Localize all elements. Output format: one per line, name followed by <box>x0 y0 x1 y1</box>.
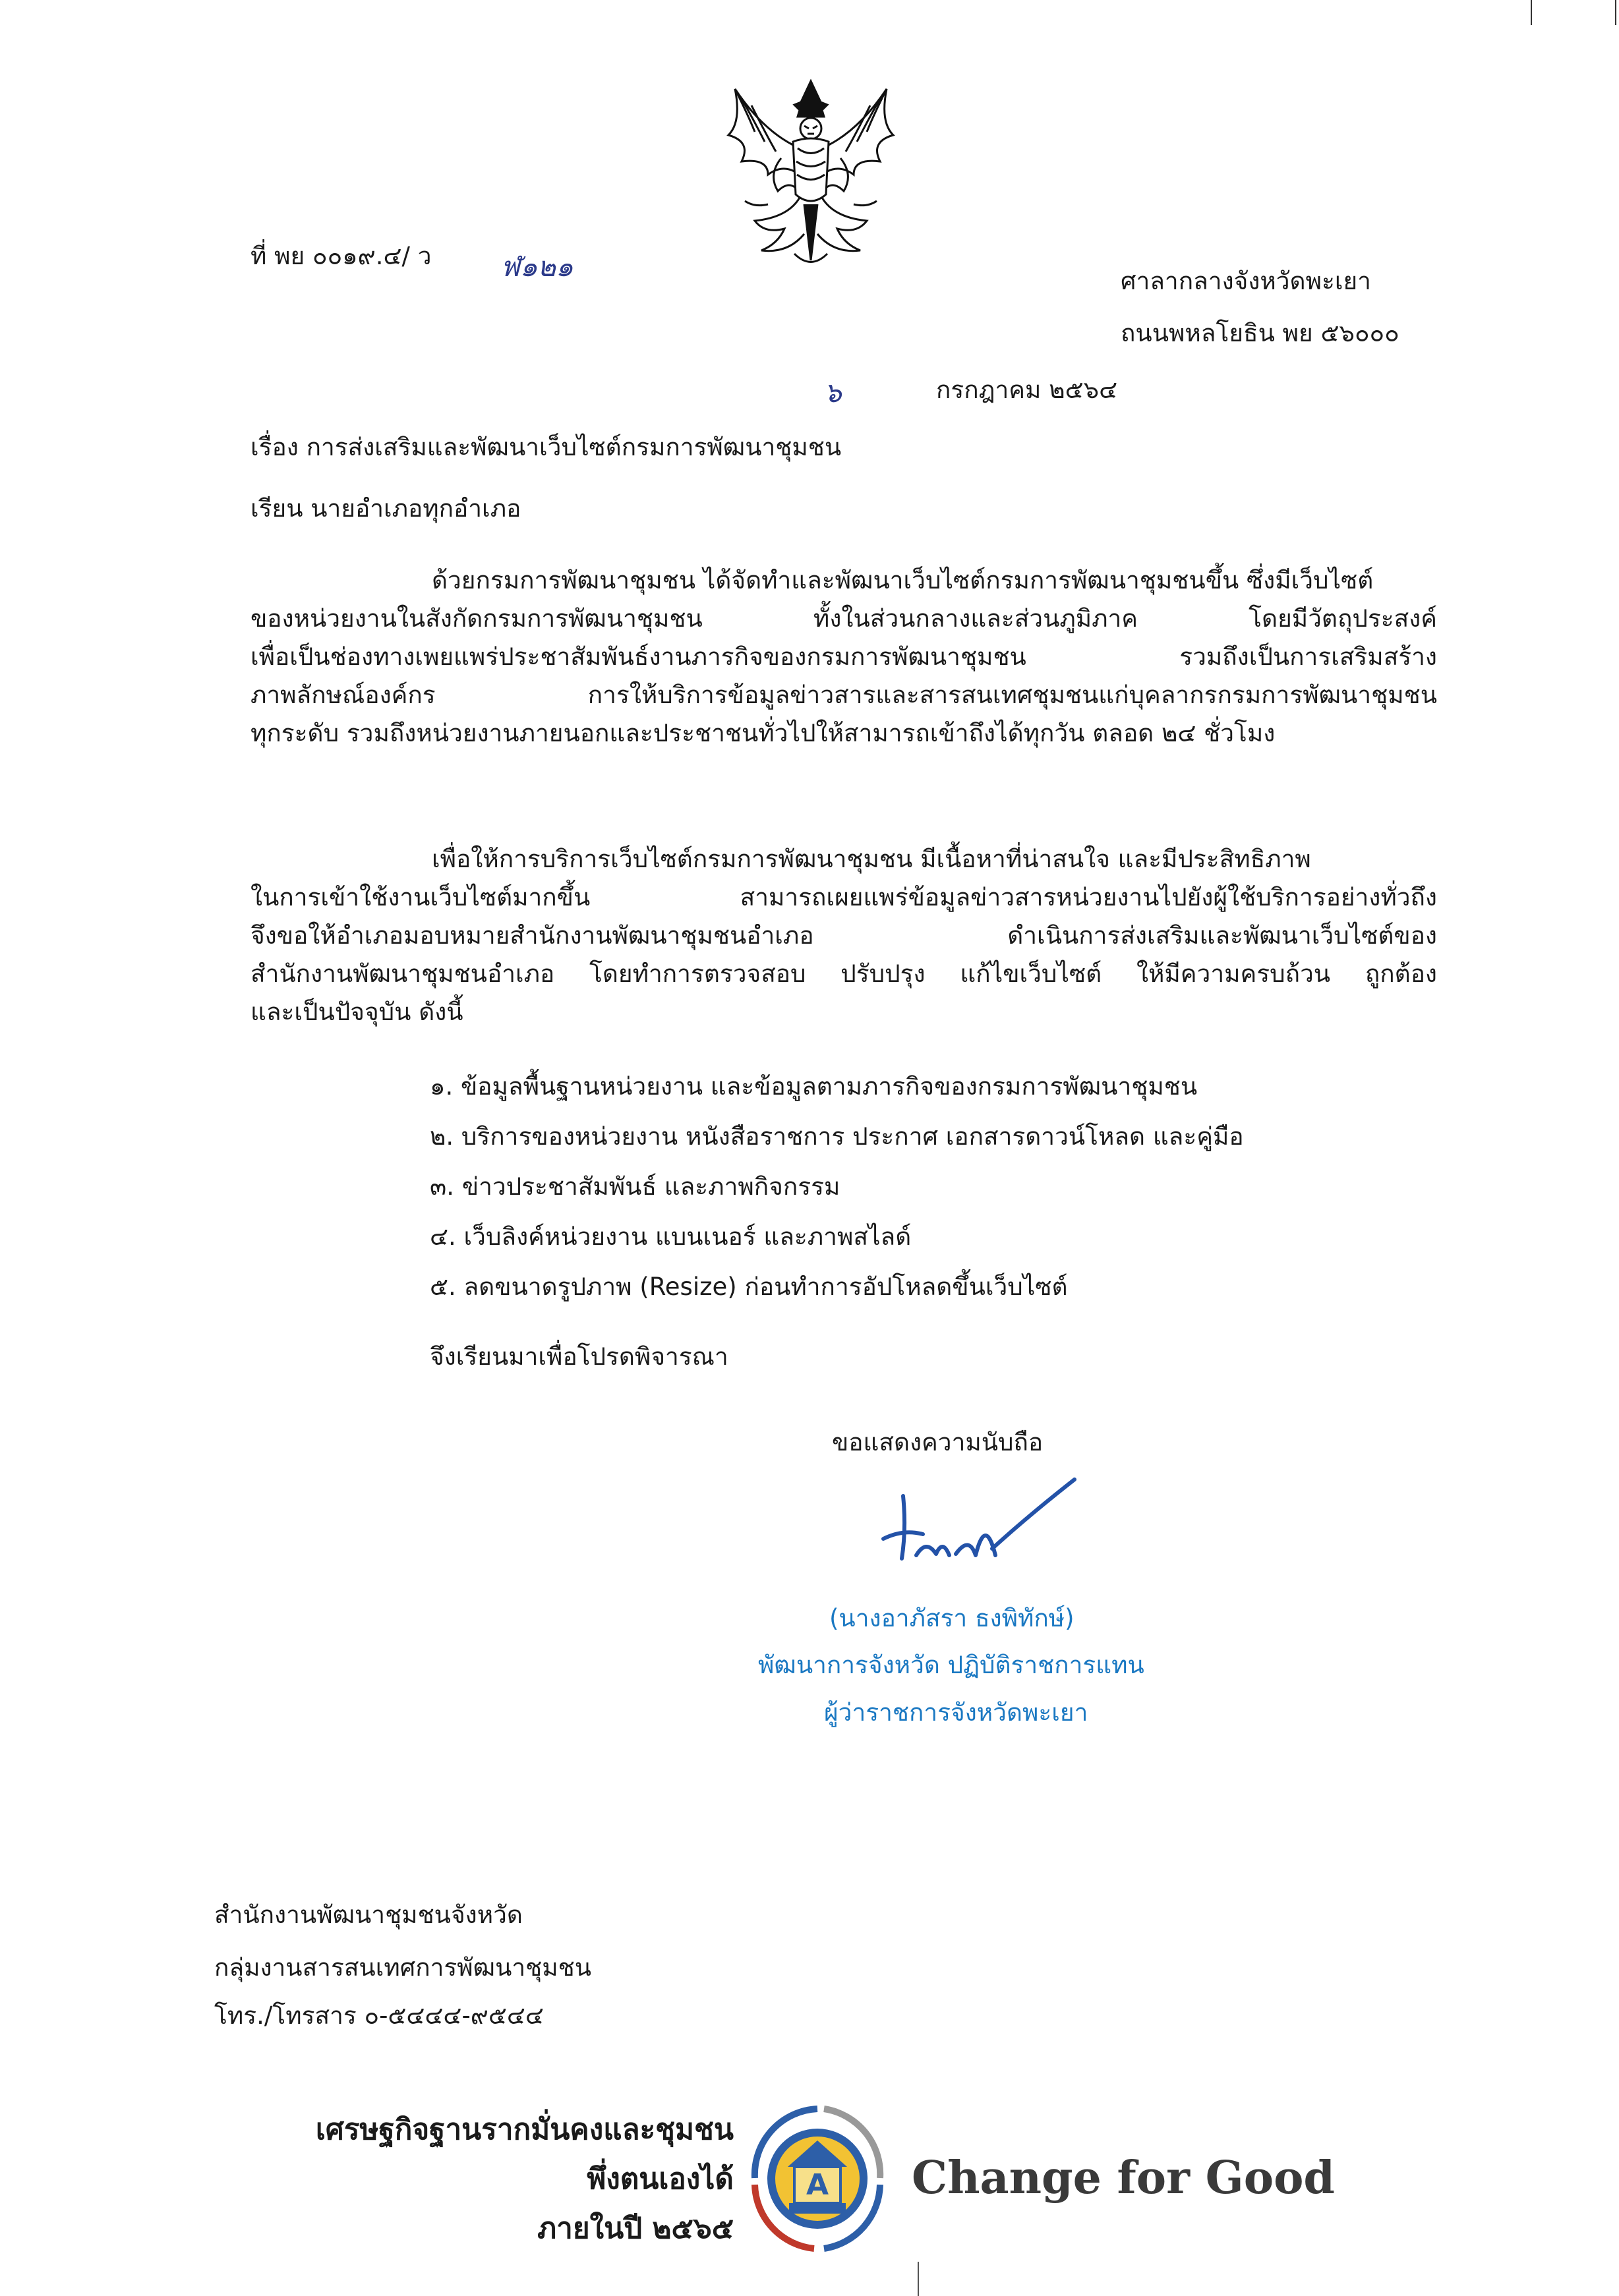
paragraph-2 <box>250 847 1437 1038</box>
paragraph-line: ในการเข้าใช้งานเว็บไซต์มากขึ้น สามารถเผยแพร่ข้อมูลข่าวสารหน่วยงานไปยังผู้ใช้บริการอย่างทั่วถึง <box>250 883 1437 911</box>
address-line-2: ถนนพหลโยธิน พย ๕๖๐๐๐ <box>1121 319 1399 347</box>
garuda-emblem-icon <box>715 76 906 273</box>
regards-line: ขอแสดงความนับถือ <box>832 1428 1044 1456</box>
handwritten-document-number: ฬ๑๒๑ <box>501 250 574 283</box>
list-item: ๕. ลดขนาดรูปภาพ (Resize) ก่อนทำการอัปโหลดขึ้นเว็บไซต์ <box>430 1273 1068 1301</box>
document-number: ที่ พย ๐๐๑๙.๔/ ว <box>250 242 432 270</box>
paragraph-line: และเป็นปัจจุบัน ดังนี้ <box>250 998 463 1026</box>
paragraph-line: ภาพลักษณ์องค์กร การให้บริการข้อมูลข่าวสารและสารสนเทศชุมชนแก่บุคลากรกรมการพัฒนาชุมชน <box>250 681 1437 709</box>
closing-line: จึงเรียนมาเพื่อโปรดพิจารณา <box>430 1342 728 1371</box>
paragraph-line: เพื่อให้การบริการเว็บไซต์กรมการพัฒนาชุมชน มีเนื้อหาที่น่าสนใจ และมีประสิทธิภาพ <box>432 845 1311 873</box>
paragraph-line: ของหน่วยงานในสังกัดกรมการพัฒนาชุมชน ทั้งในส่วนกลางและส่วนภูมิภาค โดยมีวัตถุประสงค์ <box>250 604 1437 633</box>
date-month-year: กรกฎาคม ๒๕๖๔ <box>936 376 1118 404</box>
list-item: ๓. ข่าวประชาสัมพันธ์ และภาพกิจกรรม <box>430 1172 840 1201</box>
signer-title: ผู้ว่าราชการจังหวัดพะเยา <box>824 1698 1088 1727</box>
list-item: ๔. เว็บลิงค์หน่วยงาน แบนเนอร์ และภาพสไลด์ <box>430 1222 912 1251</box>
paragraph-line: ทุกระดับ รวมถึงหน่วยงานภายนอกและประชาชนทั่วไปให้สามารถเข้าถึงได้ทุกวัน ตลอด ๒๔ ชั่วโมง <box>250 719 1276 747</box>
signer-name: (นางอาภัสรา ธงพิทักษ์) <box>829 1604 1074 1632</box>
motto-line: ภายในปี ๒๕๖๕ <box>537 2212 734 2245</box>
footer-phone: โทร./โทรสาร ๐-๕๔๔๔-๙๕๔๔ <box>214 2001 544 2030</box>
motto-line: พึ่งตนเองได้ <box>587 2162 734 2196</box>
page-edge-mark <box>918 2262 919 2296</box>
list-item: ๑. ข้อมูลพื้นฐานหน่วยงาน และข้อมูลตามภารกิจของกรมการพัฒนาชุมชน <box>430 1072 1198 1101</box>
svg-text:A: A <box>806 2168 829 2202</box>
handwritten-date-day: ๖ <box>824 376 842 409</box>
address-line-1: ศาลากลางจังหวัดพะเยา <box>1121 267 1371 295</box>
motto-line: เศรษฐกิจฐานรากมั่นคงและชุมชน <box>315 2113 734 2146</box>
footer-office: สำนักงานพัฒนาชุมชนจังหวัด <box>214 1901 523 1929</box>
handwritten-signature <box>877 1476 1081 1575</box>
recipient-line: เรียน นายอำเภอทุกอำเภอ <box>250 494 521 523</box>
change-for-good-text: Change for Good <box>912 2152 1335 2204</box>
page-edge-mark <box>1615 0 1616 25</box>
footer-group: กลุ่มงานสารสนเทศการพัฒนาชุมชน <box>214 1953 592 1982</box>
paragraph-line: สำนักงานพัฒนาชุมชนอำเภอ โดยทำการตรวจสอบ ปรับปรุง แก้ไขเว็บไซต์ ให้มีความครบถ้วน ถูกต้อง <box>250 960 1437 988</box>
paragraph-line: ด้วยกรมการพัฒนาชุมชน ได้จัดทำและพัฒนาเว็บไซต์กรมการพัฒนาชุมชนขึ้น ซึ่งมีเว็บไซต์ <box>432 566 1374 594</box>
numbered-list <box>430 1074 1244 1325</box>
page-edge-mark <box>1531 0 1532 25</box>
paragraph-line: เพื่อเป็นช่องทางเพยแพร่ประชาสัมพันธ์งานภารกิจของกรมการพัฒนาชุมชน รวมถึงเป็นการเสริมสร้าง <box>250 643 1437 671</box>
signer-title: พัฒนาการจังหวัด ปฏิบัติราชการแทน <box>758 1651 1144 1679</box>
paragraph-line: จึงขอให้อำเภอมอบหมายสำนักงานพัฒนาชุมชนอำเภอ ดำเนินการส่งเสริมและพัฒนาเว็บไซต์ของ <box>250 921 1437 950</box>
department-logo-icon <box>748 2102 887 2254</box>
list-item: ๒. บริการของหน่วยงาน หนังสือราชการ ประกาศ เอกสารดาวน์โหลด และคู่มือ <box>430 1122 1244 1151</box>
subject-line: เรื่อง การส่งเสริมและพัฒนาเว็บไซต์กรมการพัฒนาชุมชน <box>250 433 842 461</box>
paragraph-1 <box>250 568 1437 759</box>
